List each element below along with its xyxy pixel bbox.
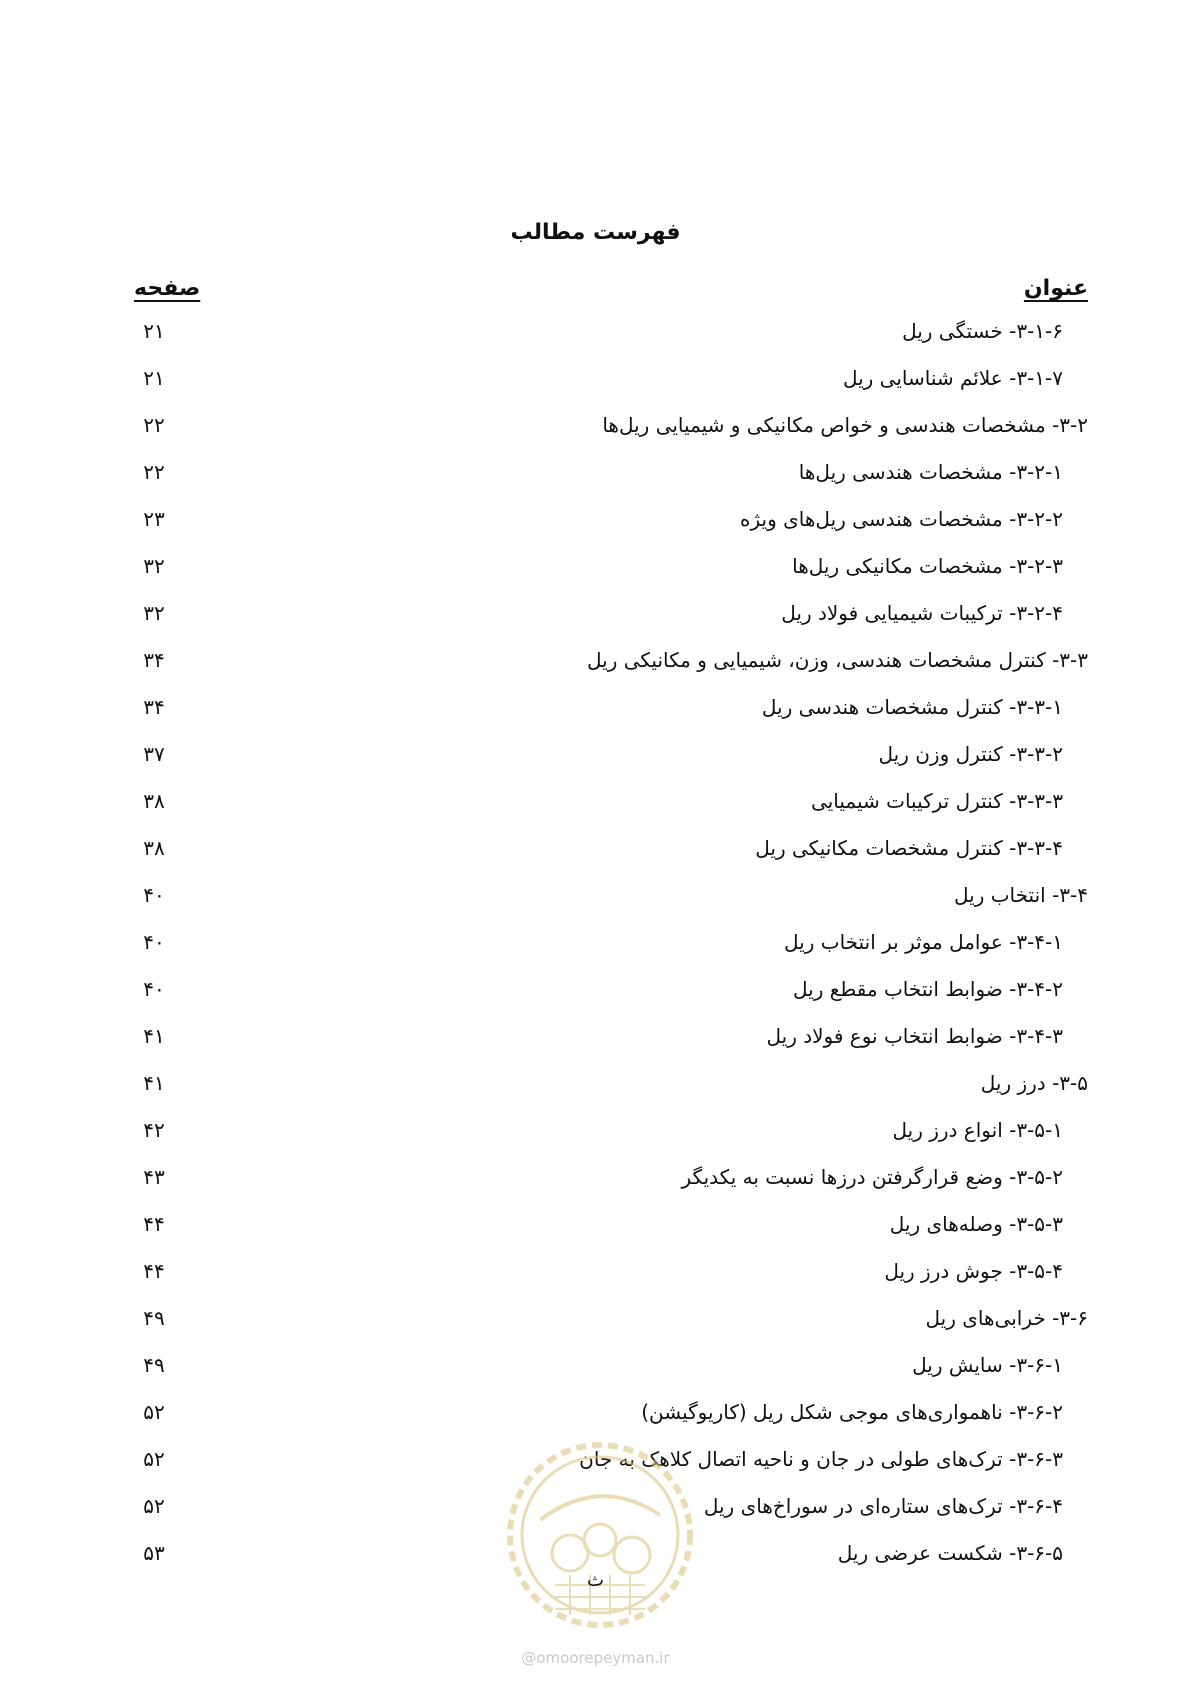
toc-entry-title: ۳-۴-۳- ضوابط انتخاب نوع فولاد ریل: [766, 1024, 1063, 1048]
toc-entry-title: ۳-۵-۱- انواع درز ریل: [892, 1118, 1063, 1142]
toc-entry-title: ۳-۱-۷- علائم شناسایی ریل: [842, 366, 1063, 390]
watermark-url: @omoorepeyman.ir: [521, 1649, 670, 1667]
toc-entry-title: ۳-۲- مشخصات هندسی و خواص مکانیکی و شیمیایی ریل‌ها: [602, 413, 1088, 437]
toc-entry-title: ۳-۵-۴- جوش درز ریل: [884, 1259, 1063, 1283]
toc-entry-page: ۴۴: [143, 1259, 165, 1283]
toc-entry-title: ۳-۶-۲- ناهمواری‌های موجی شکل ریل (کاریوگیشن): [641, 1400, 1063, 1424]
toc-entry-page: ۴۱: [143, 1024, 165, 1048]
toc-row: [0, 1345, 1191, 1392]
toc-entry-page: ۳۸: [143, 789, 165, 813]
toc-entry-page: ۳۲: [143, 601, 165, 625]
toc-entry-page: ۴۹: [143, 1353, 165, 1377]
toc-entry-title: ۳-۴-۱- عوامل موثر بر انتخاب ریل: [784, 930, 1063, 954]
toc-entry-title: ۳-۳-۲- کنترل وزن ریل: [878, 742, 1063, 766]
toc-row: [0, 1110, 1191, 1157]
toc-entry-title: ۳-۳- کنترل مشخصات هندسی، وزن، شیمیایی و مکانیکی ریل: [586, 648, 1088, 672]
toc-entry-page: ۲۱: [143, 319, 165, 343]
toc-entry-title: ۳-۳-۳- کنترل ترکیبات شیمیایی: [811, 789, 1063, 813]
title-column-header: عنوان: [1023, 276, 1088, 301]
toc-entry-page: ۲۱: [143, 366, 165, 390]
toc-entry-page: ۴۳: [143, 1165, 165, 1189]
toc-entry-page: ۴۴: [143, 1212, 165, 1236]
toc-row: [0, 311, 1191, 358]
toc-entry-title: ۳-۱-۶- خستگی ریل: [902, 319, 1063, 343]
toc-row: [0, 875, 1191, 922]
toc-entry-page: ۲۲: [143, 413, 165, 437]
toc-row: [0, 405, 1191, 452]
toc-list: [0, 311, 1191, 1580]
toc-row: [0, 546, 1191, 593]
toc-entry-page: ۵۲: [143, 1447, 165, 1471]
toc-entry-title: ۳-۳-۴- کنترل مشخصات مکانیکی ریل: [755, 836, 1063, 860]
toc-row: [0, 687, 1191, 734]
toc-row: [0, 593, 1191, 640]
toc-entry-page: ۲۲: [143, 460, 165, 484]
toc-row: [0, 781, 1191, 828]
toc-row: [0, 1063, 1191, 1110]
page-title: فهرست مطالب: [510, 220, 681, 245]
toc-entry-page: ۳۴: [143, 695, 165, 719]
toc-entry-title: ۳-۵-۳- وصله‌های ریل: [889, 1212, 1063, 1236]
toc-entry-title: ۳-۶-۵- شکست عرضی ریل: [837, 1541, 1063, 1565]
toc-row: [0, 969, 1191, 1016]
toc-row: [0, 922, 1191, 969]
toc-entry-page: ۵۲: [143, 1400, 165, 1424]
page-column-header: صفحه: [134, 276, 201, 301]
toc-entry-title: ۳-۴-۲- ضوابط انتخاب مقطع ریل: [793, 977, 1063, 1001]
toc-entry-title: ۳-۲-۳- مشخصات مکانیکی ریل‌ها: [792, 554, 1063, 578]
toc-row: [0, 1016, 1191, 1063]
toc-entry-title: ۳-۲-۴- ترکیبات شیمیایی فولاد ریل: [781, 601, 1063, 625]
toc-entry-page: ۴۰: [143, 930, 165, 954]
toc-entry-title: ۳-۶-۴- ترک‌های ستاره‌ای در سوراخ‌های ریل: [703, 1494, 1063, 1518]
toc-entry-page: ۴۲: [143, 1118, 165, 1142]
toc-entry-title: ۳-۴- انتخاب ریل: [954, 883, 1088, 907]
toc-row: [0, 358, 1191, 405]
toc-row: [0, 828, 1191, 875]
toc-entry-page: ۴۰: [143, 883, 165, 907]
toc-entry-page: ۳۷: [143, 742, 165, 766]
toc-entry-page: ۵۲: [143, 1494, 165, 1518]
toc-entry-page: ۳۴: [143, 648, 165, 672]
toc-row: [0, 499, 1191, 546]
toc-entry-page: ۴۰: [143, 977, 165, 1001]
toc-row: [0, 1392, 1191, 1439]
gear-seal-logo-icon: [500, 1435, 700, 1635]
toc-entry-title: ۳-۵- درز ریل: [980, 1071, 1088, 1095]
toc-entry-title: ۳-۶-۳- ترک‌های طولی در جان و ناحیه اتصال کلاهک به جان: [579, 1447, 1063, 1471]
toc-entry-title: ۳-۵-۲- وضع قرارگرفتن درزها نسبت به یکدیگر: [681, 1165, 1063, 1189]
toc-entry-page: ۵۳: [143, 1541, 165, 1565]
toc-entry-page: ۴۱: [143, 1071, 165, 1095]
toc-row: [0, 1204, 1191, 1251]
toc-entry-page: ۴۹: [143, 1306, 165, 1330]
toc-entry-title: ۳-۲-۱- مشخصات هندسی ریل‌ها: [798, 460, 1063, 484]
toc-entry-page: ۲۳: [143, 507, 165, 531]
toc-row: [0, 734, 1191, 781]
toc-entry-title: ۳-۳-۱- کنترل مشخصات هندسی ریل: [761, 695, 1063, 719]
toc-row: [0, 452, 1191, 499]
toc-entry-title: ۳-۶-۱- سایش ریل: [912, 1353, 1063, 1377]
toc-row: [0, 640, 1191, 687]
toc-row: [0, 1157, 1191, 1204]
toc-row: [0, 1298, 1191, 1345]
toc-entry-title: ۳-۲-۲- مشخصات هندسی ریل‌های ویژه: [740, 507, 1063, 531]
page-number: ث: [587, 1570, 604, 1591]
toc-row: [0, 1251, 1191, 1298]
toc-entry-page: ۳۸: [143, 836, 165, 860]
toc-entry-title: ۳-۶- خرابی‌های ریل: [925, 1306, 1088, 1330]
toc-entry-page: ۳۲: [143, 554, 165, 578]
